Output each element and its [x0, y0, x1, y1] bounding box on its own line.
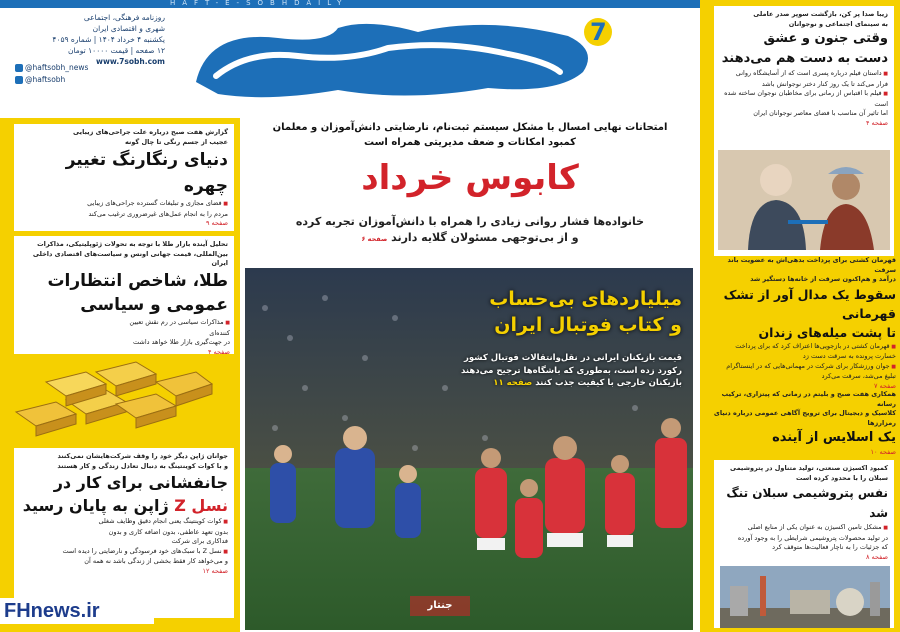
page-ref: صفحه ۴ [207, 347, 230, 356]
story-intro [710, 256, 896, 285]
story-title [20, 471, 228, 517]
telegram-icon[interactable] [15, 64, 23, 72]
story-bullet: که جزئیات را به ناچار فعالیت‌ها متوقف کرد [772, 543, 888, 551]
story-bullet: مردم را به انجام عمل‌های غیرضروری ترغیب می‌کند [88, 209, 228, 218]
logo-number: 7 [590, 18, 607, 46]
social-handle[interactable]: @haftsobh_news [25, 63, 89, 72]
story-bullet: تبلیغ می‌شد، سرقت می‌کرد [821, 372, 896, 380]
story-bullet: در جهت‌گیری بازار طلا خواهد داشت [133, 338, 230, 346]
photo-headline-line: و کتاب فوتبال ایران [494, 314, 682, 336]
story-bullet: ■ قهرمان کشتی در بازجویی‌ها اعتراف کرد که برای پرداخت [710, 342, 896, 353]
main-headline[interactable]: کابوس خرداد [361, 158, 579, 198]
plant-photo [720, 566, 890, 628]
photo-headline[interactable] [420, 286, 682, 338]
pub-line: شهری و اقتصادی ایران [92, 24, 165, 33]
caption-line: رکورد زده است، به‌طوری که باشگاه‌ها ترجیح می‌دهند [460, 365, 682, 376]
intro-line: جوانان ژاپن دیگر خود را وقف شرکت‌هایشان نمی‌کنند [57, 452, 228, 460]
intro-line: تحلیل آینده بازار طلا با توجه به تحولات ژئوپلیتیکی، مذاکرات [37, 240, 228, 248]
story-title: یک اسلایس از آینده [772, 430, 896, 445]
story-title: دنیای رنگارنگ تغییر چهره [65, 150, 228, 196]
intro-line: به سینمای اجتماعی و نوجوانان [788, 19, 888, 28]
page-ref: صفحه ۹ [205, 219, 228, 227]
lead-subhead [250, 214, 690, 247]
newspaper-logo [188, 10, 618, 102]
story-intro [20, 452, 228, 471]
title-line: دست به دست هم می‌دهند [721, 51, 888, 66]
story-pizza[interactable] [710, 390, 896, 456]
intro-line: و با کوات کوینتینگ به دنبال تعادل زندگی و کار هستند [57, 461, 228, 470]
story-bullet: خسارت پرونده به سرقت دست زد [802, 352, 896, 360]
story-bullet: فداکاری برای شرکت [171, 537, 228, 545]
intro-line: بین‌المللی، قیمت جهانی اونس و سیاست‌های اقتصادی داخلی ایران [32, 249, 228, 267]
social-handle[interactable]: @haftsobh [25, 75, 66, 84]
page-ref: صفحه ۱۰ [870, 448, 896, 456]
gold-bars-image [6, 352, 216, 444]
story-bullet: در تولید محصولات پتروشیمی شرایطی را به وجود آورده [737, 533, 888, 542]
story-title [710, 285, 896, 342]
title-line: طلا، شاخص انتظارات [47, 270, 228, 291]
intro-line: کلاسیک و دیجیتال برای ترویج آگاهی عمومی درباره دنیای رمزارزها [713, 409, 896, 427]
story-bullet: ■ مذاکرات سیاسی در رم نقش تعیین کننده‌ای [110, 318, 230, 338]
story-title: نفس پتروشیمی سبلان تنگ شد [726, 486, 888, 520]
gold-bullets [110, 318, 230, 356]
caption-line: قیمت بازیکنان ایرانی در نقل‌وانتقالات فوتبال کشور [463, 353, 682, 363]
intro-line: زیبا صدا پر کن، بازگشت سوپر صدر عاملی [753, 10, 888, 18]
story-japan[interactable] [14, 448, 234, 618]
page-ref: صفحه ۶ [361, 235, 388, 243]
photo-caption [432, 352, 682, 390]
title-highlight: نسل Z [174, 496, 228, 515]
caption-line: بازیکنان خارجی با کیفیت جذب کنند [535, 378, 682, 388]
fhnews-brand[interactable]: FHnews.ir [0, 598, 154, 624]
intro-line: درآمد و هم‌اکنون سرقت از خانه‌ها دستگیر شد [750, 275, 896, 283]
kicker-line: امتحانات نهایی امسال با مشکل سیستم ثبت‌نام، نارضایتی دانش‌آموزان و معلمان [272, 122, 668, 133]
story-bullet: فرار می‌کند تا یک روز کنار دختر نوجوانش باشد [761, 79, 888, 88]
story-bullet: و می‌خواهد کار فقط بخشی از زندگی باشد نه همه آن [84, 557, 228, 565]
story-bullet: ■ جوان ورزشکار برای شرکت در مهمانی‌هایی که در اینستاگرام [710, 362, 896, 373]
website-link[interactable]: www.7sobh.com [96, 57, 165, 66]
title-line: ژاپن به پایان رسید [22, 496, 169, 515]
story-bullet: ■ داستان فیلم درباره پسری است که از آسایشگاه روانی [720, 69, 888, 80]
instagram-icon[interactable] [15, 76, 23, 84]
story-intro [720, 464, 888, 483]
story-wrestler[interactable] [710, 256, 896, 390]
story-bullet: اما تاثیر آن مناسب با فضای معاصر نوجوانان ایران [753, 109, 888, 117]
pub-line: یکشنبه ۴ خرداد ۱۴۰۴ | شماره ۴۰۵۹ [52, 35, 165, 44]
story-intro [20, 240, 228, 269]
page-ref: صفحه ۸ [865, 552, 888, 561]
intro-line: عجیب از جسم رنگی تا چال گونه [124, 137, 228, 146]
intro-line: همکاری هفت صبح و بلیتم در زمانی که پیتزاری، ترکیب رسانه [721, 390, 896, 408]
page-ref: صفحه ۴ [865, 118, 888, 127]
story-bullet: ■ کوات کوینتینگ یعنی انجام دقیق وظایف شغلی [20, 517, 228, 528]
title-line: تا پشت میله‌های زندان [758, 324, 896, 340]
subhead-line: خانواده‌ها فشار روانی زیادی را همراه با دانش‌آموزان تجربه کرده [295, 215, 645, 228]
lead-kicker [250, 120, 690, 150]
publication-info [15, 12, 165, 67]
photo-headline-line: میلیاردهای بی‌حساب [489, 288, 682, 310]
story-title [20, 269, 228, 317]
title-line: سقوط یک مدال آور از تشک قهرمانی [723, 286, 896, 321]
story-bullet: ■ فیلم با اقتباس از رمانی برای مخاطبان نوجوان ساخته شده است [720, 89, 888, 109]
social-links [15, 62, 165, 86]
film-photo [718, 150, 890, 250]
story-bullet: ■ نسل Z با سبک‌های خود فرسودگی و نارضایتی را دیده است [20, 547, 228, 558]
subhead-line: و از بی‌توجهی مسئولان گلایه دارند [391, 231, 579, 244]
story-intro [710, 390, 896, 428]
story-bullet: بدون تعهد عاطفی، بدون اضافه کاری و بدون [108, 527, 228, 536]
story-intro [20, 128, 228, 147]
story-intro [720, 10, 888, 29]
kicker-line: کمبود امکانات و ضعف مدیریتی همراه است [363, 137, 576, 148]
page-ref: صفحه ۷ [873, 381, 896, 390]
watermark: جنتار [410, 596, 470, 616]
page-ref: صفحه ۱۱ [493, 378, 533, 388]
band-text: HAFT-E-SOBHDAILY [170, 0, 349, 7]
story-bullet: ■ مشکل تامین اکسیژن به عنوان یکی از منابع اصلی [720, 523, 888, 534]
story-title [720, 29, 888, 69]
pub-line: روزنامه فرهنگی، اجتماعی [83, 13, 165, 22]
intro-line: سبلان را با محدود کرده است [795, 473, 888, 482]
story-bullet: ■ فضای مجازی و تبلیغات گسترده جراحی‌های زیبایی [20, 199, 228, 210]
intro-line: گزارش هفت صبح درباره علت جراحی‌های زیبایی [73, 128, 228, 136]
title-line: عمومی و سیاسی [80, 294, 228, 315]
intro-line: قهرمان کشتی برای پرداخت بدهی‌اش به عضویت باند سرقت [727, 256, 896, 274]
title-line: جانفشانی برای کار در [53, 473, 228, 492]
pub-line: ۱۲ صفحه | قیمت ۱۰۰۰۰ تومان [67, 46, 165, 55]
story-face-change[interactable] [14, 124, 234, 231]
title-line: وقتی جنون و عشق [763, 31, 888, 46]
intro-line: کمبود اکسیژن صنعتی، تولید متناول در پتروشیمی [730, 464, 888, 472]
page-ref: صفحه ۱۲ [202, 566, 228, 575]
